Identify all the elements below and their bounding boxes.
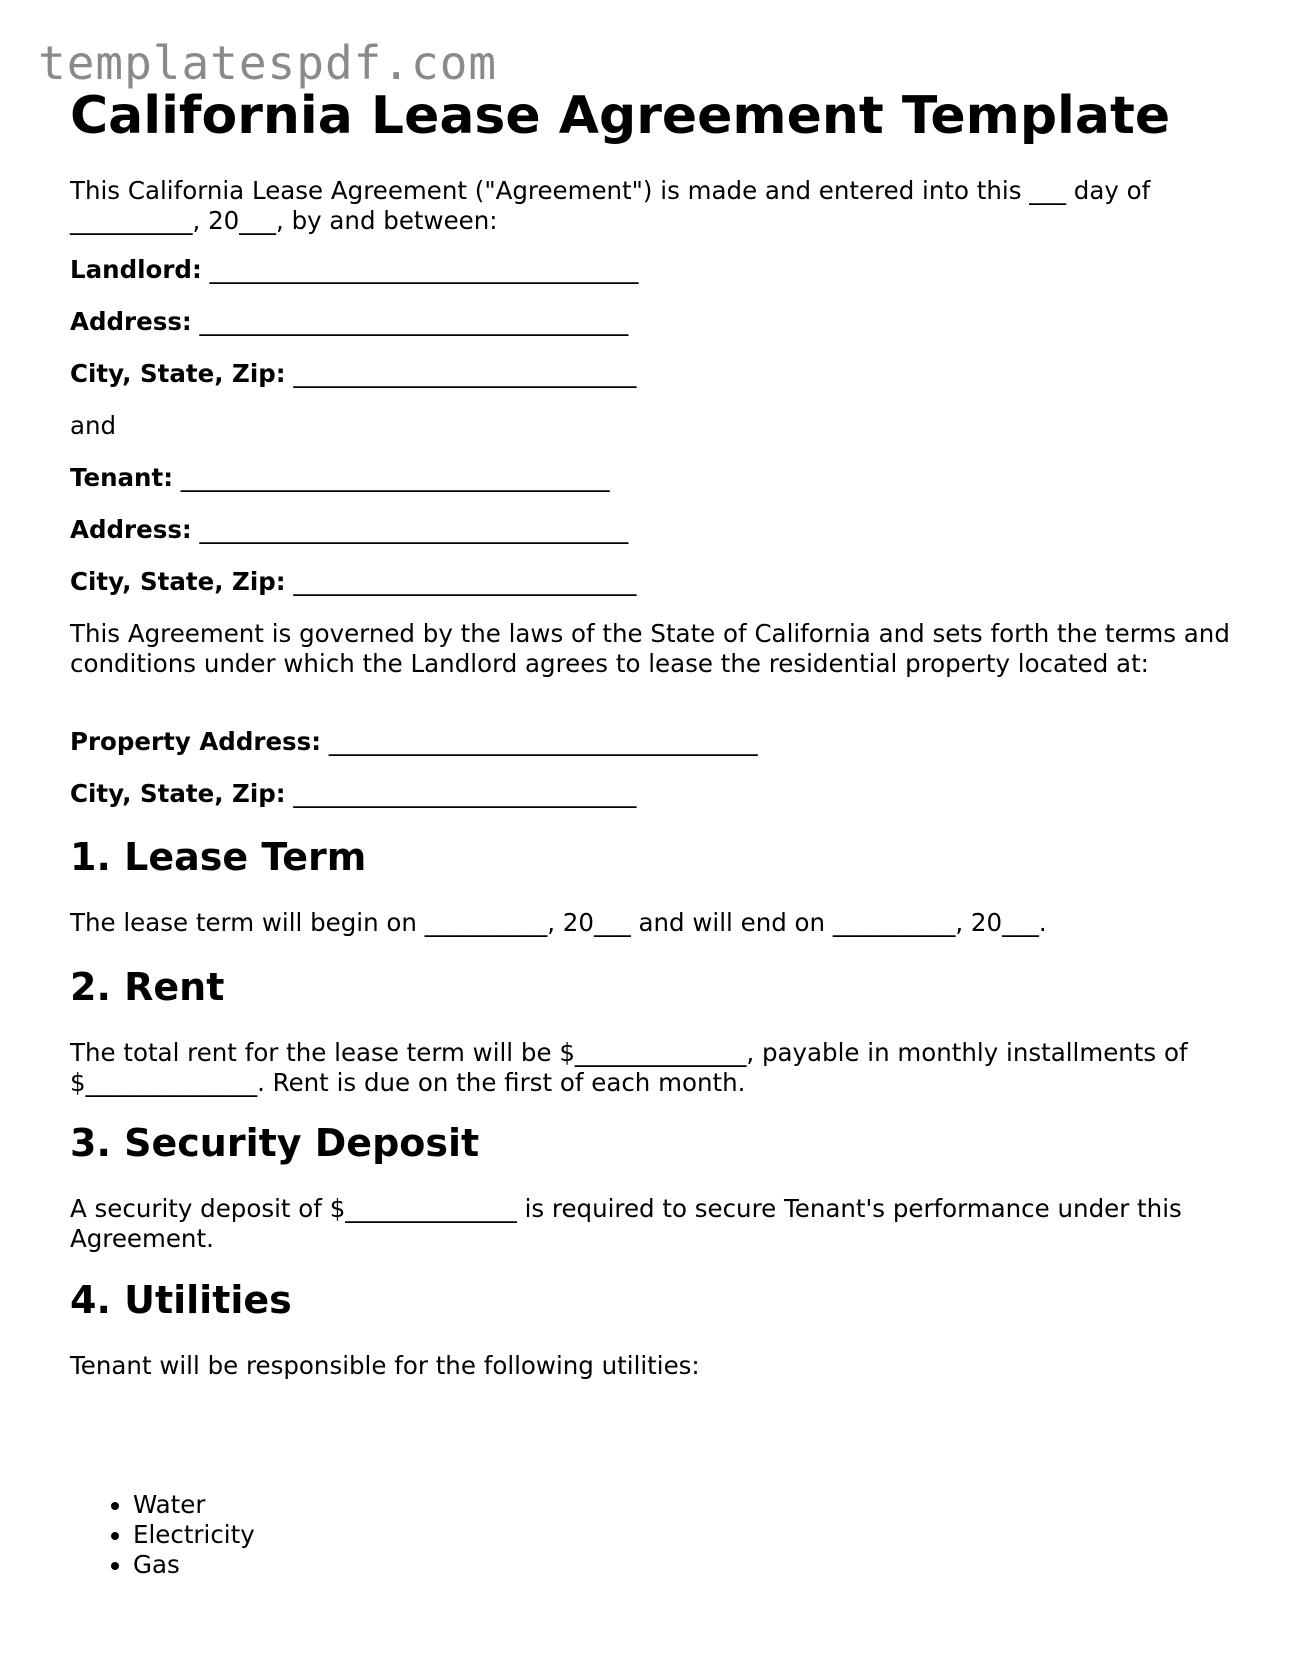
landlord-city-field[interactable] — [70, 359, 636, 389]
property-city-field[interactable] — [70, 779, 636, 809]
section-text-rent: The total rent for the lease term will be $______________, payable in monthly installments of $______________. Rent is due on the first of each month. — [70, 1038, 1188, 1097]
tenant-city-field[interactable] — [70, 567, 636, 597]
tenant-name-blank[interactable]: ___________________________________ — [173, 463, 610, 492]
property-address-label: Property Address: — [70, 727, 322, 756]
property-city-blank[interactable]: ____________________________ — [285, 779, 637, 808]
tenant-city-blank[interactable]: ____________________________ — [285, 567, 637, 596]
tenant-address-blank[interactable]: ___________________________________ — [191, 515, 629, 544]
intro-paragraph: This California Lease Agreement ("Agreement") is made and entered into this ___ day of __________, 20___, by and between: — [70, 176, 1151, 235]
section-heading-rent: 2. Rent — [70, 965, 225, 1009]
section-heading-security-deposit: 3. Security Deposit — [70, 1121, 480, 1165]
list-item: • Gas — [133, 1550, 255, 1580]
and-text: and — [70, 411, 117, 440]
landlord-address-blank[interactable]: ___________________________________ — [191, 307, 629, 336]
landlord-name-label: Landlord: — [70, 255, 202, 284]
tenant-name-label: Tenant: — [70, 463, 174, 492]
landlord-city-label: City, State, Zip: — [70, 359, 286, 388]
property-city-label: City, State, Zip: — [70, 779, 286, 808]
section-text-utilities: Tenant will be responsible for the following utilities: — [70, 1351, 700, 1380]
section-heading-lease-term: 1. Lease Term — [70, 835, 367, 879]
property-address-field[interactable] — [70, 727, 758, 757]
section-text-security-deposit: A security deposit of $______________ is required to secure Tenant's performance under this Agreement. — [70, 1194, 1182, 1253]
tenant-address-field[interactable] — [70, 515, 628, 545]
page-title: California Lease Agreement Template — [70, 86, 1171, 146]
list-item: • Electricity — [133, 1520, 255, 1550]
utilities-list — [70, 1490, 255, 1580]
landlord-name-blank[interactable]: ___________________________________ — [201, 255, 639, 284]
section-heading-utilities: 4. Utilities — [70, 1278, 292, 1322]
watermark-logo: templatespdf.com — [38, 36, 498, 90]
landlord-address-label: Address: — [70, 307, 192, 336]
list-item: • Water — [133, 1490, 255, 1520]
landlord-address-field[interactable] — [70, 307, 628, 337]
tenant-name-field[interactable] — [70, 463, 610, 493]
governed-paragraph: This Agreement is governed by the laws of the State of California and sets forth the terms and conditions under which the Landlord agrees to lease the residential property located at: — [70, 619, 1230, 678]
landlord-city-blank[interactable]: ____________________________ — [285, 359, 637, 388]
tenant-city-label: City, State, Zip: — [70, 567, 286, 596]
tenant-address-label: Address: — [70, 515, 192, 544]
section-text-lease-term: The lease term will begin on __________, 20___ and will end on __________, 20___. — [70, 908, 1047, 937]
landlord-name-field[interactable] — [70, 255, 638, 285]
property-address-blank[interactable]: ___________________________________ — [321, 727, 758, 756]
